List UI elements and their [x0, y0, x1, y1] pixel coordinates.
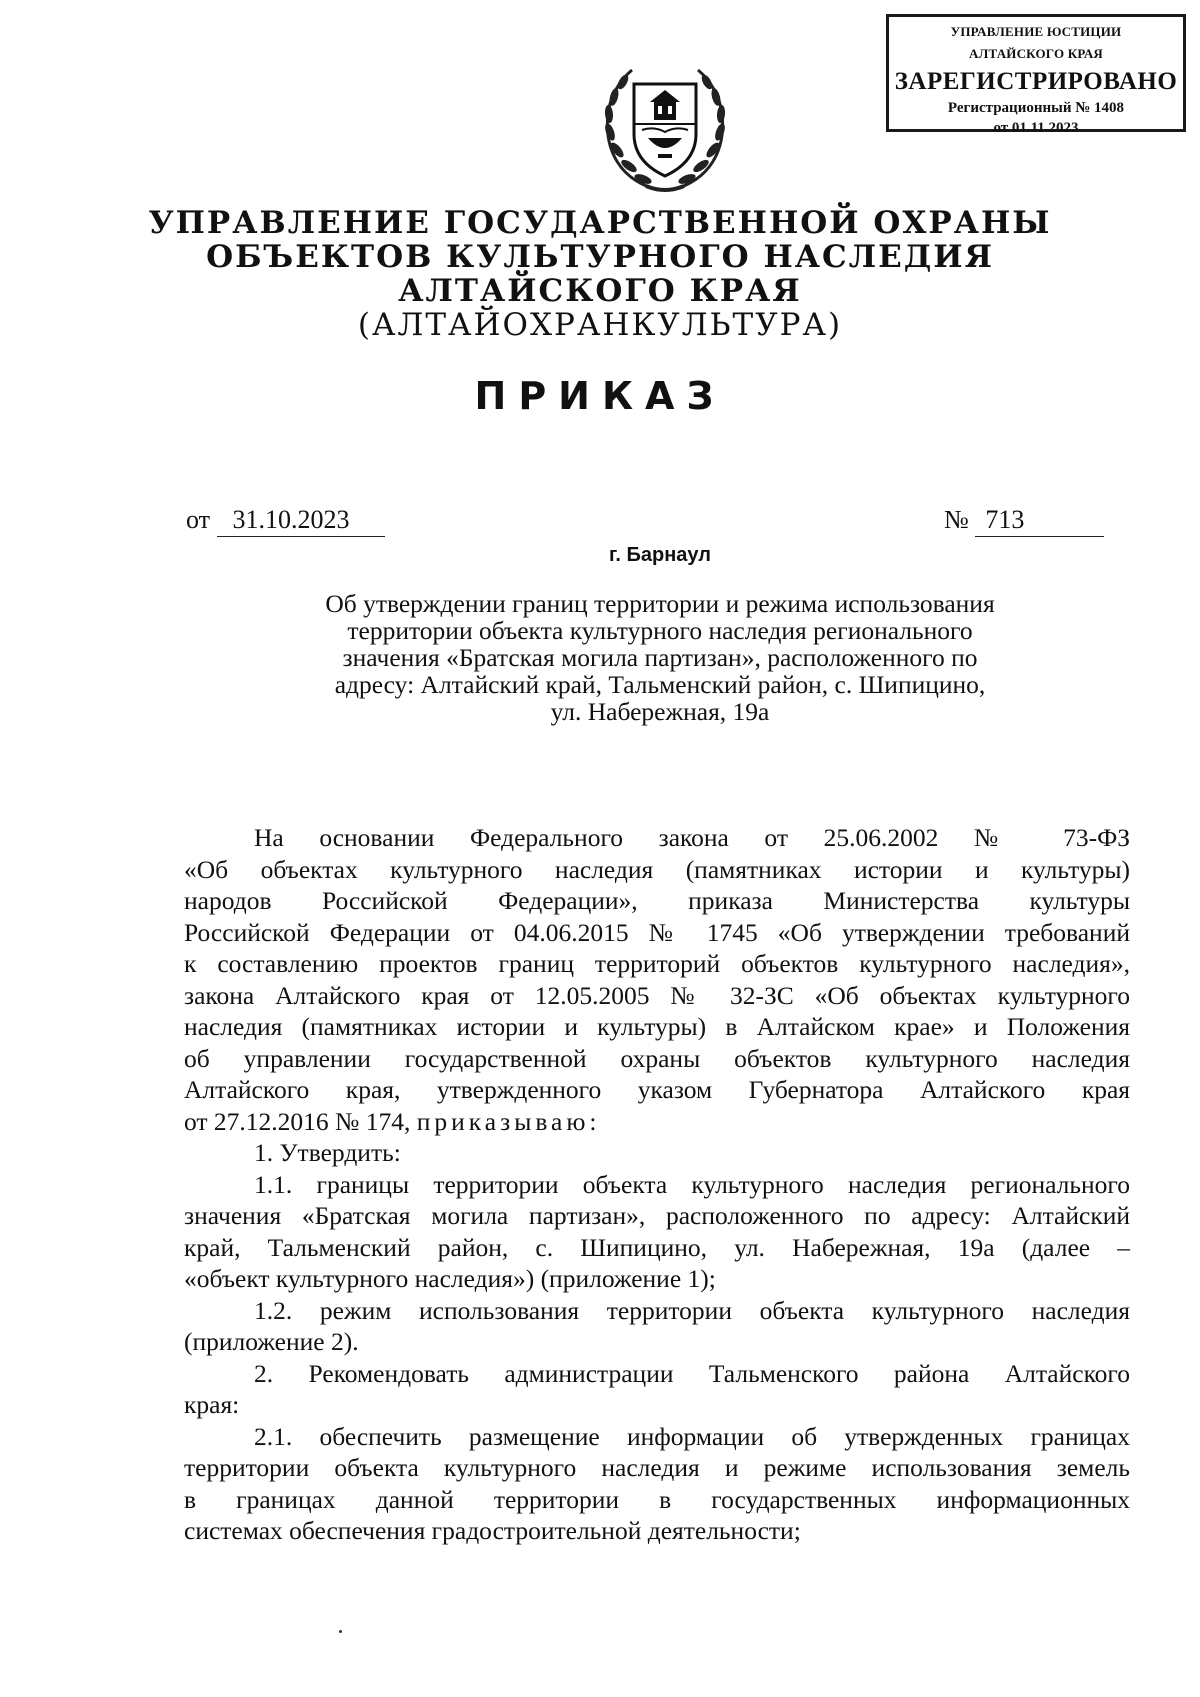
body-line: (приложение 2).	[184, 1327, 359, 1356]
header-line1: УПРАВЛЕНИЕ ГОСУДАРСТВЕННОЙ ОХРАНЫ	[148, 205, 1052, 241]
body-line: «объект культурного наследия») (приложение 1);	[184, 1264, 716, 1293]
stamp-reg-number: Регистрационный № 1408	[947, 100, 1125, 116]
body-line: Российской Федерации от 04.06.2015 № 1745 «Об утверждении требований	[184, 917, 1130, 947]
stamp-org-line1: УПРАВЛЕНИЕ ЮСТИЦИИ	[950, 24, 1122, 39]
body-line: закона Алтайского края от 12.05.2005 № 32-ЗС «Об объектах культурного	[184, 980, 1130, 1010]
body-line: На основании Федерального закона от 25.06.2002 № 73-ФЗ	[254, 823, 1130, 852]
body-line: системах обеспечения градостроительной деятельности;	[184, 1516, 801, 1545]
order-subject	[200, 590, 1120, 725]
order-word: приказываю:	[416, 1106, 601, 1136]
body-line: край, Тальменский район, с. Шипицино, ул. Набережная, 19а (далее –	[184, 1232, 1130, 1262]
body-line: к составлению проектов границ территорий объектов культурного наследия»,	[184, 949, 1130, 978]
stamp-reg-date: от 01.11.2023	[993, 120, 1079, 136]
body-line: в границах данной территории в государственных информационных	[184, 1484, 1130, 1514]
subject-line: ул. Набережная, 19а	[550, 697, 770, 726]
coat-of-arms-icon	[598, 62, 732, 196]
body-line: «Об объектах культурного наследия (памятниках истории и культуры)	[184, 854, 1130, 884]
body-line: территории объекта культурного наследия и режиме использования земель	[184, 1453, 1130, 1482]
date-prefix: от	[186, 505, 211, 534]
number-value: 713	[975, 504, 1104, 537]
item-1-1: 1.1. границы территории объекта культурного наследия регионального	[254, 1169, 1130, 1199]
item-1: 1. Утвердить:	[254, 1138, 401, 1167]
body-line: Алтайского края, утвержденного указом Губернатора Алтайского края	[184, 1075, 1130, 1104]
body-line-start: от 27.12.2016 № 174,	[184, 1106, 411, 1136]
item-2: 2. Рекомендовать администрации Тальменского района Алтайского	[254, 1358, 1130, 1388]
body-line: наследия (памятниках истории и культуры) в Алтайском крае» и Положения	[184, 1012, 1130, 1041]
item-2-1: 2.1. обеспечить размещение информации об утвержденных границах	[254, 1421, 1130, 1451]
order-number	[944, 504, 1104, 537]
subject-line: территории объекта культурного наследия регионального	[347, 616, 973, 645]
order-date	[186, 504, 385, 537]
stamp-status: ЗАРЕГИСТРИРОВАНО	[894, 68, 1178, 95]
number-prefix: №	[944, 505, 969, 534]
header-line3: АЛТАЙСКОГО КРАЯ	[398, 273, 802, 309]
body-line: об управлении государственной охраны объектов культурного наследия	[184, 1043, 1130, 1073]
subject-line: адресу: Алтайский край, Тальменский район, с. Шипицино,	[334, 670, 986, 699]
header-line4: (АЛТАЙОХРАНКУЛЬТУРА)	[357, 307, 843, 343]
organization-header	[0, 206, 1200, 342]
registration-stamp	[886, 14, 1186, 136]
item-1-2: 1.2. режим использования территории объекта культурного наследия	[254, 1295, 1130, 1325]
order-body	[184, 822, 1130, 1547]
document-title: ПРИКАЗ	[474, 374, 726, 418]
city: г. Барнаул	[609, 544, 711, 566]
subject-line: значения «Братская могила партизан», расположенного по	[342, 643, 978, 672]
subject-line: Об утверждении границ территории и режима использования	[325, 589, 995, 618]
header-line2: ОБЪЕКТОВ КУЛЬТУРНОГО НАСЛЕДИЯ	[206, 239, 994, 275]
stamp-org-line2: АЛТАЙСКОГО КРАЯ	[969, 46, 1103, 61]
body-line	[184, 1106, 1130, 1138]
body-line: народов Российской Федерации», приказа Министерства культуры	[184, 886, 1130, 915]
date-value: 31.10.2023	[217, 504, 385, 537]
scan-speck	[339, 1630, 342, 1633]
body-line: края:	[184, 1390, 240, 1419]
body-line: значения «Братская могила партизан», расположенного по адресу: Алтайский	[184, 1201, 1130, 1230]
